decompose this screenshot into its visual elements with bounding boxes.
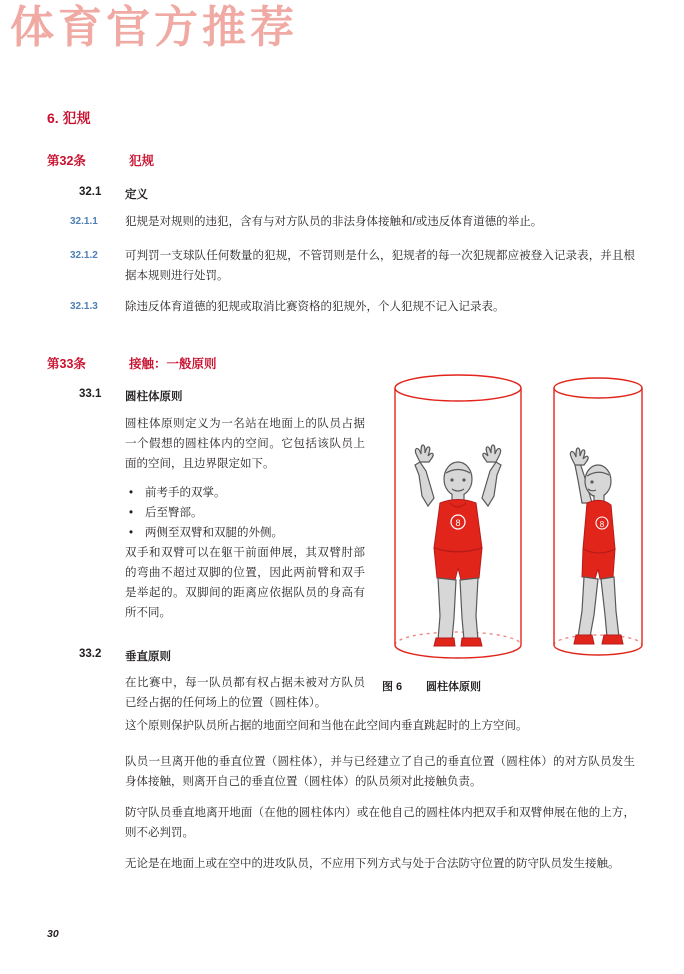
rule-heading-32-1 (79, 186, 379, 202)
article-number: 第32条 (47, 154, 86, 168)
rule-title: 定义 (125, 189, 148, 201)
player-side-illustration (570, 448, 623, 644)
rule-heading-33-1 (79, 388, 379, 404)
paragraph-32-1-1: 犯规是对规则的违犯，含有与对方队员的非法身体接触和/或违反体育道德的举止。 (125, 216, 543, 228)
paragraph-32-1-3: 除违反体育道德的犯规或取消比赛资格的犯规外，个人犯规不记入记录表。 (125, 301, 505, 313)
paragraph-33-2-d: 防守队员垂直地离开地面（在他的圆柱体内）或在他自己的圆柱体内把双手和双臂伸展在他的上方，则不必判罚。 (125, 807, 635, 839)
rule-number: 32.1 (79, 186, 102, 198)
sub-number-32-1-1: 32.1.1 (70, 216, 98, 227)
section-heading: 6. 犯规 (47, 110, 91, 126)
paragraph-33-2-a: 在比赛中，每一队员都有权占据未被对方队员已经占据的任何场上的位置（圆柱体）。 (125, 677, 365, 709)
paragraph-33-2-c: 队员一旦离开他的垂直位置（圆柱体），并与已经建立了自己的垂直位置（圆柱体）的对方队员发生身体接触，则离开自己的垂直位置（圆柱体）的队员须对此接触负责。 (125, 756, 635, 788)
figure-number: 图 6 (382, 681, 403, 693)
cylinder-boundary-list (125, 483, 375, 543)
figure-caption (382, 678, 481, 694)
list-item: • 后至臀部。 (125, 503, 375, 523)
player-front-illustration (415, 445, 501, 646)
page-number: 30 (47, 928, 59, 940)
svg-text:8: 8 (599, 520, 605, 529)
figure-cylinder-principle (382, 370, 644, 675)
article-title: 犯规 (129, 154, 155, 168)
list-item: • 前考手的双掌。 (125, 483, 375, 503)
rule-heading-33-2 (79, 648, 379, 664)
paragraph-33-2-b: 这个原则保护队员所占据的地面空间和当他在此空间内垂直跳起时的上方空间。 (125, 720, 528, 732)
sub-number-32-1-2: 32.1.2 (70, 250, 98, 261)
rule-title: 垂直原则 (125, 651, 171, 663)
article-heading-32 (47, 151, 647, 169)
list-item: • 两侧至双臂和双腿的外侧。 (125, 523, 375, 543)
paragraph-33-1-b: 双手和双臂可以在躯干前面伸展，其双臂肘部的弯曲不超过双脚的位置，因此两前臂和双手是举起的。双脚间的距离应依据队员的身高有所不同。 (125, 547, 365, 619)
figure-caption-text: 圆柱体原则 (426, 681, 481, 693)
rule-number: 33.1 (79, 388, 102, 400)
svg-text:8: 8 (455, 518, 461, 528)
article-number: 第33条 (47, 357, 86, 371)
article-title: 接触：一般原则 (129, 357, 217, 371)
watermark-text: 体育官方推荐 (10, 3, 298, 52)
paragraph-33-1-a: 圆柱体原则定义为一名站在地面上的队员占据一个假想的圆柱体内的空间。它包括该队员上面的空间，且边界限定如下。 (125, 418, 365, 470)
paragraph-33-2-e: 无论是在地面上或在空中的进攻队员，不应用下列方式与处于合法防守位置的防守队员发生接触。 (125, 858, 620, 870)
sub-number-32-1-3: 32.1.3 (70, 301, 98, 312)
rule-title: 圆柱体原则 (125, 391, 183, 403)
paragraph-32-1-2: 可判罚一支球队任何数量的犯规，不管罚则是什么，犯规者的每一次犯规都应被登入记录表，并且根据本规则进行处罚。 (125, 250, 635, 282)
rule-number: 33.2 (79, 648, 102, 660)
